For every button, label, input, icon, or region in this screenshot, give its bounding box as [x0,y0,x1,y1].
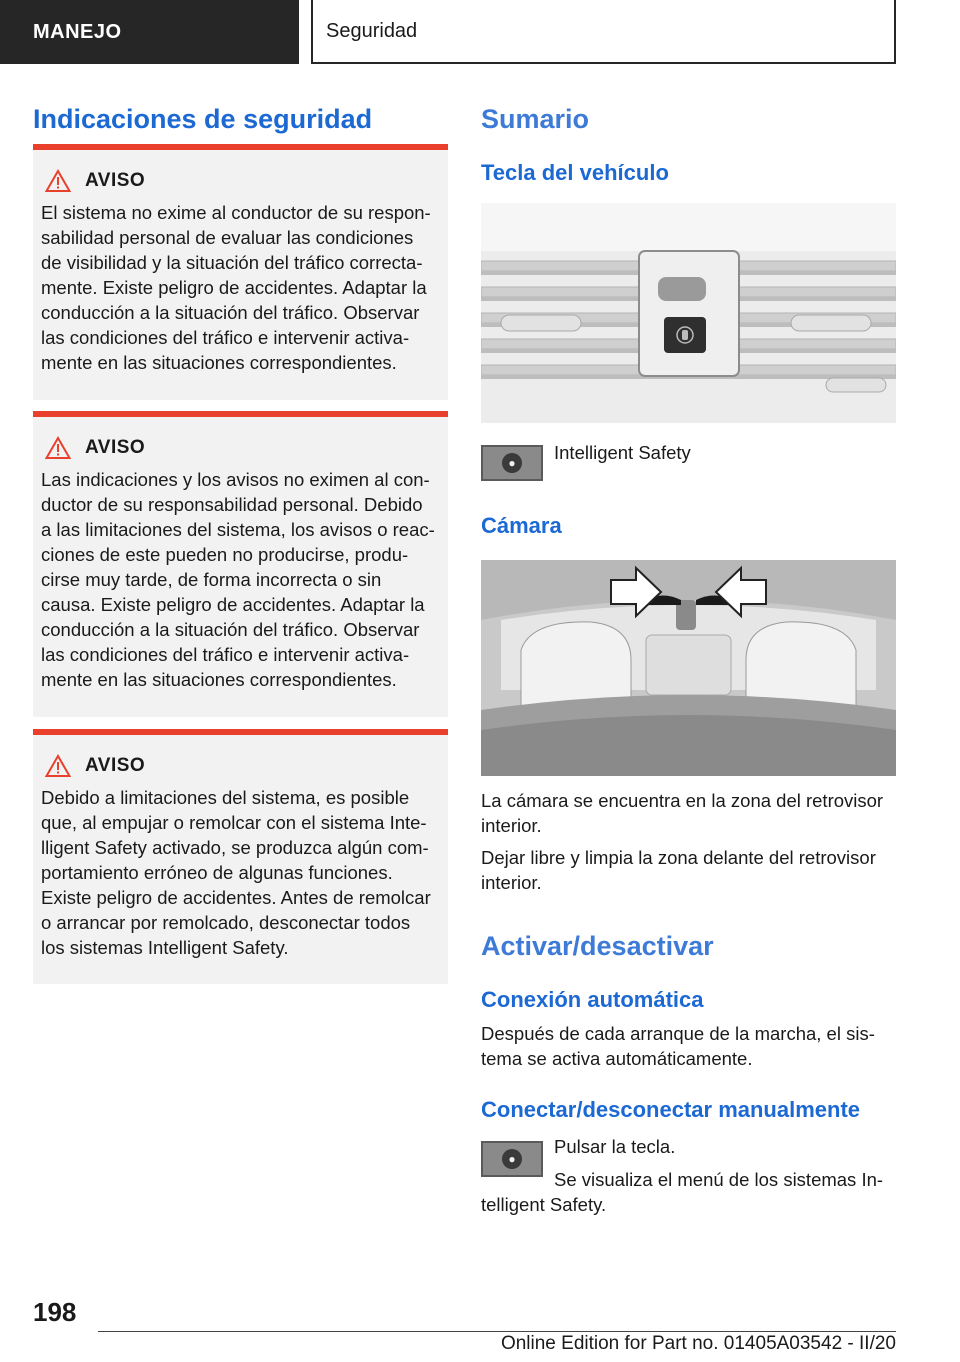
car-interior-illustration [481,560,896,776]
warning-label: AVISO [85,755,146,776]
footer-divider [98,1331,896,1332]
section-heading-activate: Activar/desactivar [481,931,714,961]
subheading-auto: Conexión automática [481,987,704,1012]
manual-step-2a: Se visualiza el menú de los sistemas In‐ [554,1169,884,1190]
section-heading-summary: Sumario [481,104,590,134]
manual-step-2b: telligent Safety. [481,1194,607,1215]
camera-text-2: Dejar libre y limpia la zona delante del retrovisor interior. [481,847,876,893]
camera-figure [481,560,896,776]
warning-box-2 [33,411,448,717]
camera-text-1: La cámara se encuentra en la zona del retrovisor interior. [481,790,884,836]
warning-box-1 [33,144,448,400]
page-header [311,0,896,64]
warning-triangle-icon [45,754,71,778]
page-number: 198 [33,1297,77,1327]
key-caption: Intelligent Safety [554,442,691,463]
footer-edition: Online Edition for Part no. 01405A03542 - II/20 [500,1333,896,1354]
warning-box-3 [33,729,448,984]
warning-triangle-icon [45,436,71,460]
chapter-label: MANEJO [33,20,122,43]
air-vent-illustration [481,203,896,423]
warning-label: AVISO [85,170,146,191]
right-column [481,100,896,1215]
warning-triangle-icon [45,169,71,193]
left-column [33,100,448,958]
section-heading-safety: Indicaciones de seguridad [33,104,373,134]
chapter-tab [0,0,299,64]
warning-header [41,433,440,463]
subheading-vehicle-key: Tecla del vehículo [481,160,669,185]
warning-text: El sistema no exime al conductor de su respon‐ sabilidad personal de evaluar las condiciones de visibilidad y la situación del tráfico correcta‐ mente. Existe peligro de accidentes. Adaptar la conducción a la situación del tráfico. Observar las condiciones del tráfico e intervenir activa‐ mente en las situaciones correspondientes. [41,202,431,373]
manual-step-1: Pulsar la tecla. [554,1136,676,1157]
page-header-title: Seguridad [326,19,418,42]
warning-header [41,751,440,781]
intelligent-safety-button-icon: ● [481,445,543,481]
subheading-manual: Conectar/desconectar manualmente [481,1097,861,1122]
warning-text: Las indicaciones y los avisos no eximen al con‐ ductor de su responsabilidad personal. Debido a las limitaciones del sistema, los avisos o reac‐ ciones de este pueden no producirse, produ‐ cirse muy tarde, de forma incorrecta o sin causa. Existe peligro de accidentes. Adaptar la conducción a la situación del tráfico. Observar las condiciones del tráfico e intervenir activa‐ mente en las situaciones correspondientes. [41,469,435,690]
auto-text: Después de cada arranque de la marcha, el sis‐ tema se activa automáticamente. [481,1023,875,1069]
intelligent-safety-button-icon: ● [481,1141,543,1177]
vehicle-key-figure [481,203,896,423]
warning-header [41,166,440,196]
warning-text: Debido a limitaciones del sistema, es posible que, al empujar o remolcar con el sistema Inte‐ lligent Safety activado, se produzca algún com‐ portamiento erróneo de algunas funciones. Existe peligro de accidentes. Antes de remolcar o arrancar por remolcado, desconectar todos los sistemas Intelligent Safety. [41,787,431,958]
warning-label: AVISO [85,437,146,458]
subheading-camera: Cámara [481,513,562,538]
